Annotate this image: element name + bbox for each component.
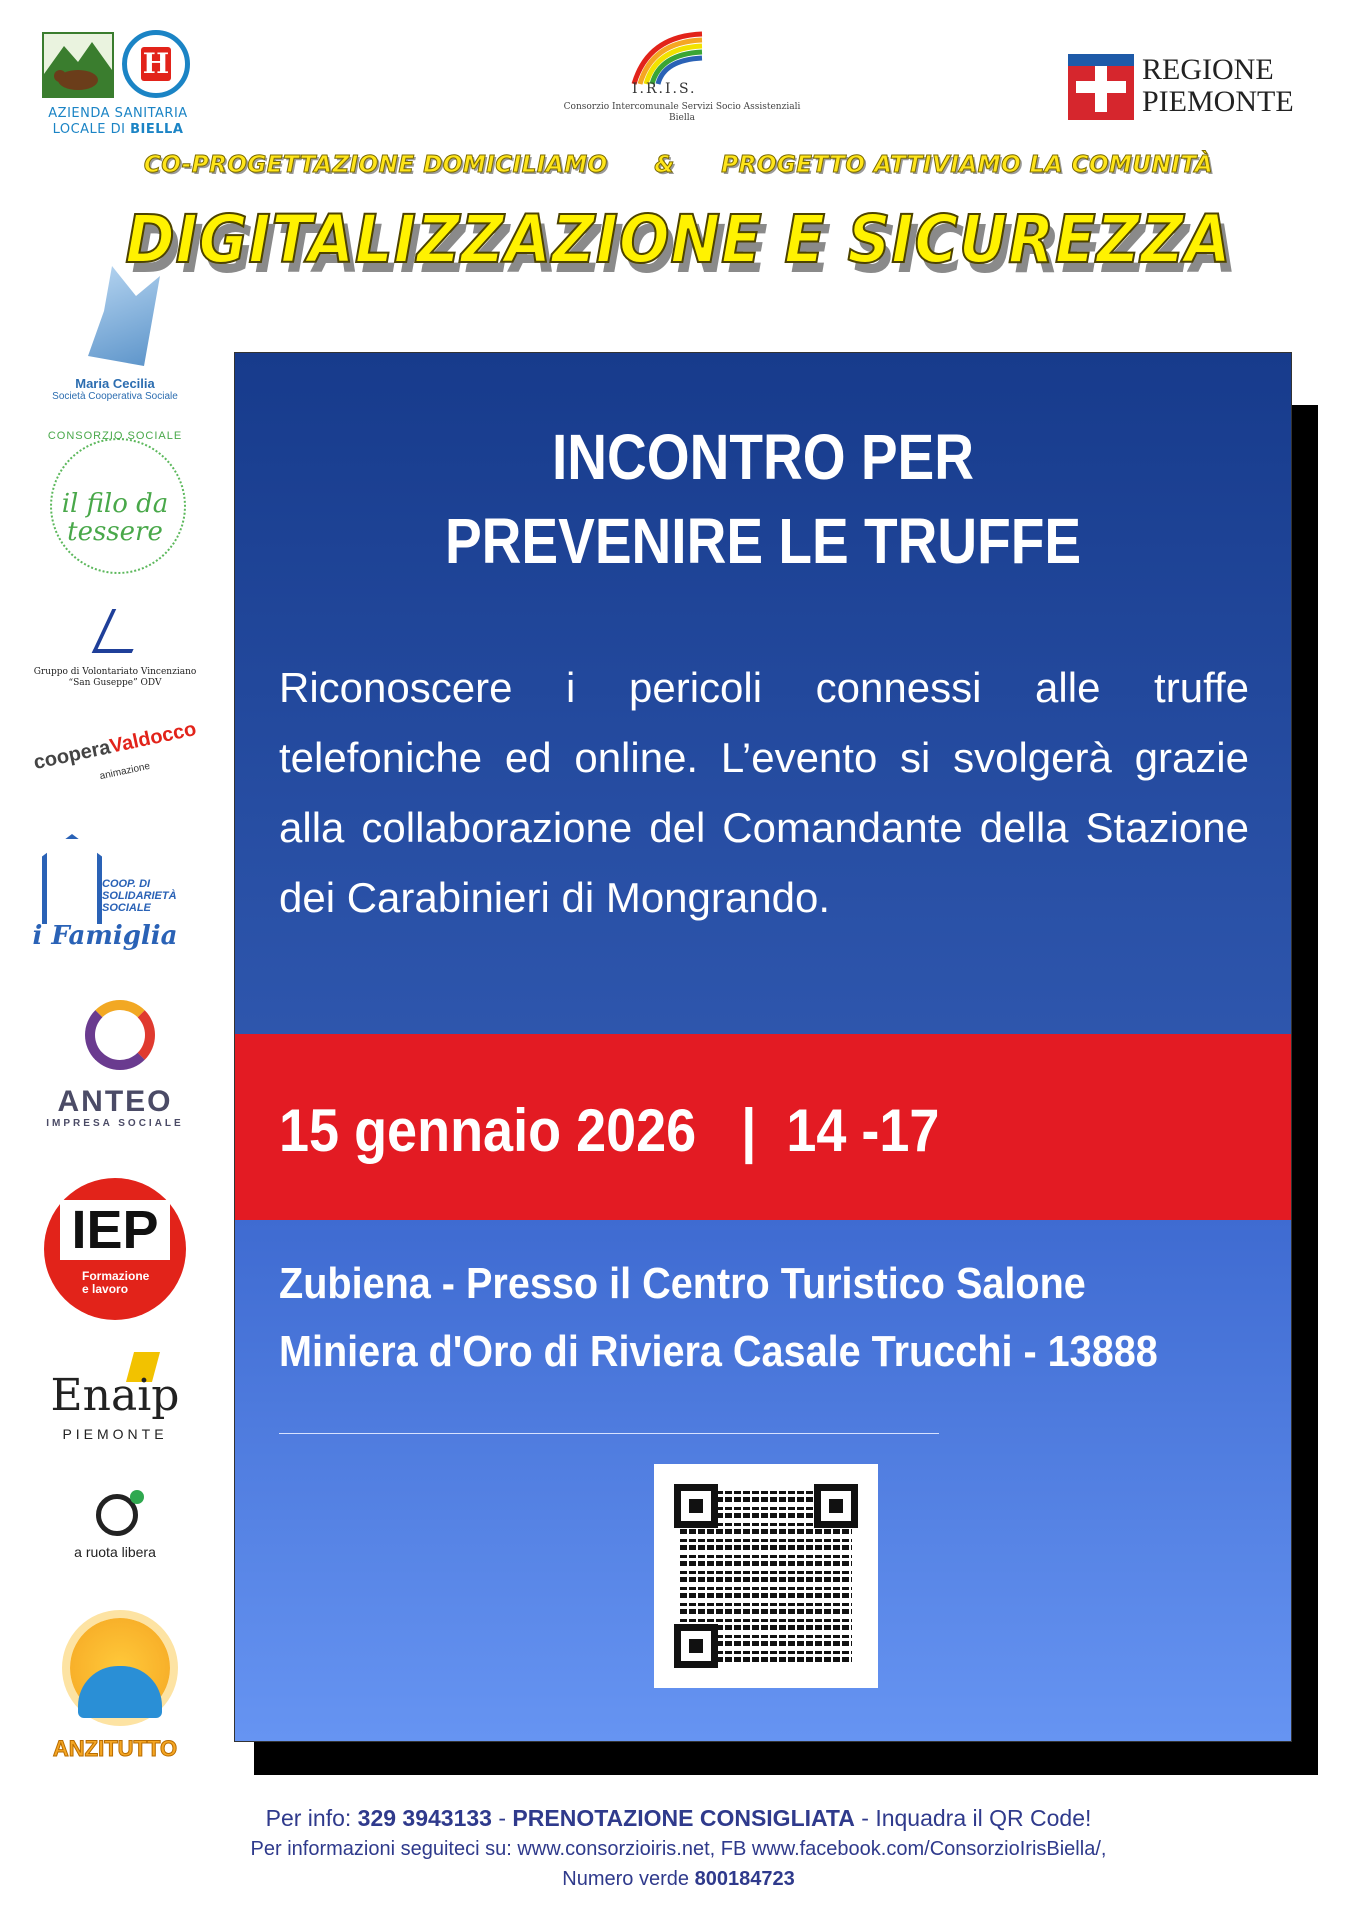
anzitutto-logo: ANZITUTTO: [30, 1608, 200, 1768]
maria-cecilia-logo: Maria Cecilia Società Cooperativa Sociale: [30, 262, 200, 412]
piemonte-flag-icon: [1068, 54, 1134, 120]
a-ruota-libera-logo: a ruota libera: [30, 1490, 200, 1570]
filo-da-tessere-logo: CONSORZIO SOCIALE il filo da tessere: [30, 430, 200, 590]
iris-logo: [552, 26, 812, 136]
asl-caption: AZIENDA SANITARIA LOCALE DI BIELLA: [48, 106, 188, 137]
venue-line-1: Zubiena - Presso il Centro Turistico Salone: [279, 1259, 1086, 1308]
project-subtitle: [0, 150, 1357, 180]
famiglia-logo: COOP. DI SOLIDARIETÀ SOCIALE i Famiglia: [30, 830, 200, 960]
valdocco-logo: cooperaValdocco animazione: [31, 718, 199, 783]
project-right: PROGETTO ATTIVIAMO LA COMUNITÀ: [721, 152, 1214, 178]
asl-biella-logo: [38, 28, 198, 143]
rainbow-icon: [552, 26, 812, 86]
house-icon: [42, 834, 102, 924]
iris-name: I.R.I.S.: [632, 81, 697, 97]
phone-link[interactable]: 329 3943133: [357, 1805, 492, 1831]
footer: [0, 1802, 1357, 1894]
iris-subtitle: Consorzio Intercomunale Servizi Socio Assistenziali Biella: [563, 102, 801, 123]
footer-info-line: Per info: 329 3943133 - PRENOTAZIONE CONSIGLIATA - Inquadra il QR Code!: [265, 1805, 1092, 1831]
qr-finder-icon: [674, 1624, 718, 1668]
event-description: Riconoscere i pericoli connessi alle truffe telefoniche ed online. L’evento si svolgerà grazie alla collaborazione del Comandante della Stazione dei Carabinieri di Mongrando.: [279, 664, 1249, 921]
qr-finder-icon: [814, 1484, 858, 1528]
regione-piemonte-logo: [1068, 54, 1318, 124]
iep-logo: IEP Formazione e lavoro: [30, 1178, 200, 1328]
divider: [279, 1433, 939, 1434]
footer-toll-free: Numero verde 800184723: [562, 1868, 795, 1890]
anteo-logo: ANTEO IMPRESA SOCIALE: [30, 1000, 200, 1130]
hand-icon: [85, 1000, 155, 1070]
page-title: DIGITALIZZAZIONE E SICUREZZA: [125, 201, 1232, 278]
card-header-section: [235, 353, 1291, 1034]
event-title: INCONTRO PER PREVENIRE LE TRUFFE: [444, 421, 1082, 577]
event-card: [234, 352, 1292, 1742]
qr-finder-icon: [674, 1484, 718, 1528]
qr-code[interactable]: [654, 1464, 878, 1688]
event-date-time: 15 gennaio 2026 | 14 -17: [279, 1097, 940, 1164]
date-band: [235, 1034, 1291, 1220]
hospital-h-icon: H: [122, 30, 190, 98]
cecilia-figure-icon: [80, 266, 160, 366]
leaf-icon: [92, 609, 153, 653]
project-left: CO-PROGETTAZIONE DOMICILIAMO: [143, 152, 608, 178]
footer-follow-line: Per informazioni seguiteci su: www.consorzioiris.net, FB www.facebook.com/ConsorzioIrisBiella/,: [250, 1838, 1107, 1860]
enaip-logo: Enaip PIEMONTE: [30, 1352, 200, 1452]
project-ampersand: &: [654, 152, 675, 178]
bear-mountain-icon: [42, 32, 114, 98]
vincenziano-logo: Gruppo di Volontariato Vincenziano “San Guseppe” ODV: [30, 605, 200, 695]
regione-text: REGIONE PIEMONTE: [1142, 53, 1294, 118]
venue-line-2: Miniera d'Oro di Riviera Casale Trucchi - 13888: [279, 1327, 1158, 1376]
toll-free-number[interactable]: 800184723: [694, 1868, 795, 1890]
venue-section: [235, 1220, 1291, 1741]
